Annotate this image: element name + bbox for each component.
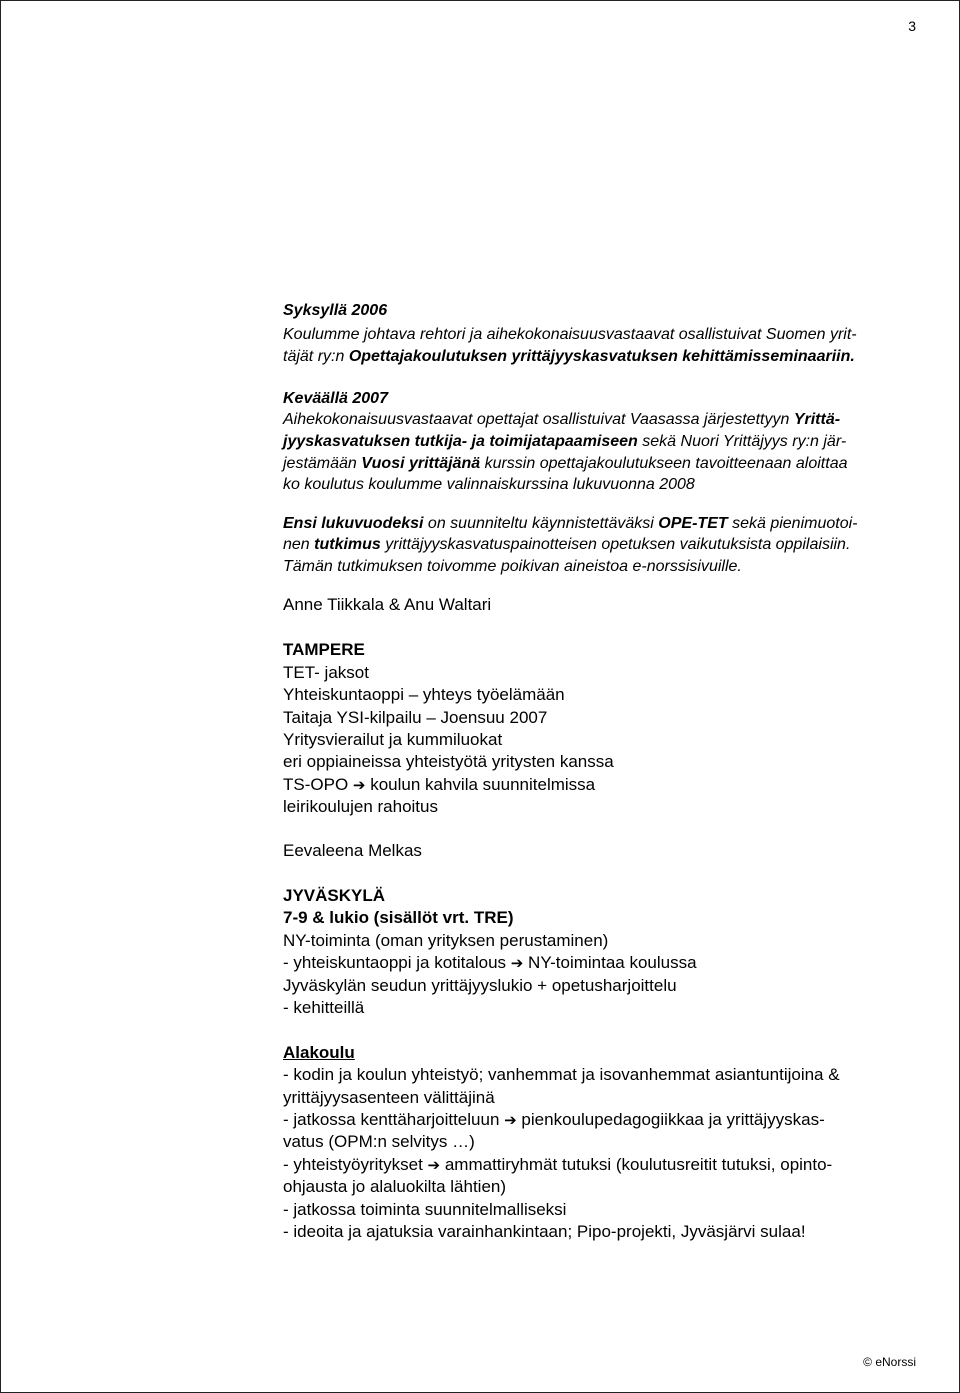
heading-alakoulu: Alakoulu bbox=[283, 1043, 355, 1062]
list-item: ohjausta jo alaluokilta lähtien) bbox=[283, 1177, 507, 1196]
heading-tampere: TAMPERE bbox=[283, 640, 365, 659]
list-item: TET- jaksot bbox=[283, 663, 369, 682]
arrow-right-icon: ➔ bbox=[510, 954, 524, 972]
author-line: Eevaleena Melkas bbox=[283, 841, 422, 860]
list-item: - yhteiskuntaoppi ja kotitalous ➔ NY-toimintaa koulussa bbox=[283, 953, 697, 972]
list-item: vatus (OPM:n selvitys …) bbox=[283, 1132, 475, 1151]
list-item: Taitaja YSI-kilpailu – Joensuu 2007 bbox=[283, 708, 548, 727]
footer-copyright: © eNorssi bbox=[863, 1355, 916, 1369]
section-heading-spring-2007: Keväällä 2007 bbox=[283, 390, 388, 407]
paragraph-line: Ensi lukuvuodeksi on suunniteltu käynnistettäväksi OPE-TET sekä pienimuotoi- bbox=[283, 515, 858, 532]
list-item: Jyväskylän seudun yrittäjyyslukio + opetusharjoittelu bbox=[283, 976, 677, 995]
author-line: Anne Tiikkala & Anu Waltari bbox=[283, 595, 492, 614]
subheading: 7-9 & lukio (sisällöt vrt. TRE) bbox=[283, 908, 514, 927]
list-item: - ideoita ja ajatuksia varainhankintaan; Pipo-projekti, Jyväsjärvi sulaa! bbox=[283, 1222, 806, 1241]
list-item: eri oppiaineissa yhteistyötä yritysten kanssa bbox=[283, 752, 614, 771]
paragraph-line: jyyskasvatuksen tutkija- ja toimijatapaamiseen sekä Nuori Yrittäjyys ry:n jär- bbox=[283, 433, 847, 450]
arrow-right-icon: ➔ bbox=[504, 1111, 517, 1129]
list-item: Yhteiskuntaoppi – yhteys työelämään bbox=[283, 685, 565, 704]
page-number: 3 bbox=[908, 18, 916, 34]
paragraph-line: ko koulutus koulumme valinnaiskurssina lukuvuonna 2008 bbox=[283, 476, 695, 493]
list-item: - jatkossa toiminta suunnitelmalliseksi bbox=[283, 1200, 567, 1219]
paragraph-line: täjät ry:n Opettajakoulutuksen yrittäjyyskasvatuksen kehittämisseminaariin. bbox=[283, 348, 855, 365]
list-item: - kehitteillä bbox=[283, 998, 365, 1017]
arrow-right-icon: ➔ bbox=[427, 1156, 441, 1174]
list-item: yrittäjyysasenteen välittäjinä bbox=[283, 1088, 495, 1107]
list-item: Yritysvierailut ja kummiluokat bbox=[283, 730, 503, 749]
list-item: - yhteistyöyritykset ➔ ammattiryhmät tutuksi (koulutusreitit tutuksi, opinto- bbox=[283, 1155, 833, 1174]
heading-jyvaskyla: JYVÄSKYLÄ bbox=[283, 886, 386, 905]
paragraph-line: jestämään Vuosi yrittäjänä kurssin opettajakoulutukseen tavoitteenaan aloittaa bbox=[283, 455, 848, 472]
list-item: - jatkossa kenttäharjoitteluun ➔ pienkoulupedagogiikkaa ja yrittäjyyskas- bbox=[283, 1110, 825, 1129]
paragraph-line: Aihekokonaisuusvastaavat opettajat osallistuivat Vaasassa järjestettyyn Yrittä- bbox=[283, 411, 841, 428]
paragraph-line: Koulumme johtava rehtori ja aihekokonaisuusvastaavat osallistuivat Suomen yrit- bbox=[283, 326, 857, 343]
arrow-right-icon: ➔ bbox=[352, 776, 366, 794]
list-item: - kodin ja koulun yhteistyö; vanhemmat ja isovanhemmat asiantuntijoina & bbox=[283, 1065, 840, 1084]
list-item: TS-OPO ➔ koulun kahvila suunnitelmissa bbox=[283, 775, 596, 794]
list-item: leirikoulujen rahoitus bbox=[283, 797, 438, 816]
section-heading-autumn-2006: Syksyllä 2006 bbox=[283, 302, 388, 319]
list-item: NY-toiminta (oman yrityksen perustaminen) bbox=[283, 931, 609, 950]
paragraph-line: Tämän tutkimuksen toivomme poikivan aineistoa e-norssisivuille. bbox=[283, 558, 742, 575]
paragraph-line: nen tutkimus yrittäjyyskasvatuspainotteisen opetuksen vaikutuksista oppilaisiin. bbox=[283, 536, 851, 553]
